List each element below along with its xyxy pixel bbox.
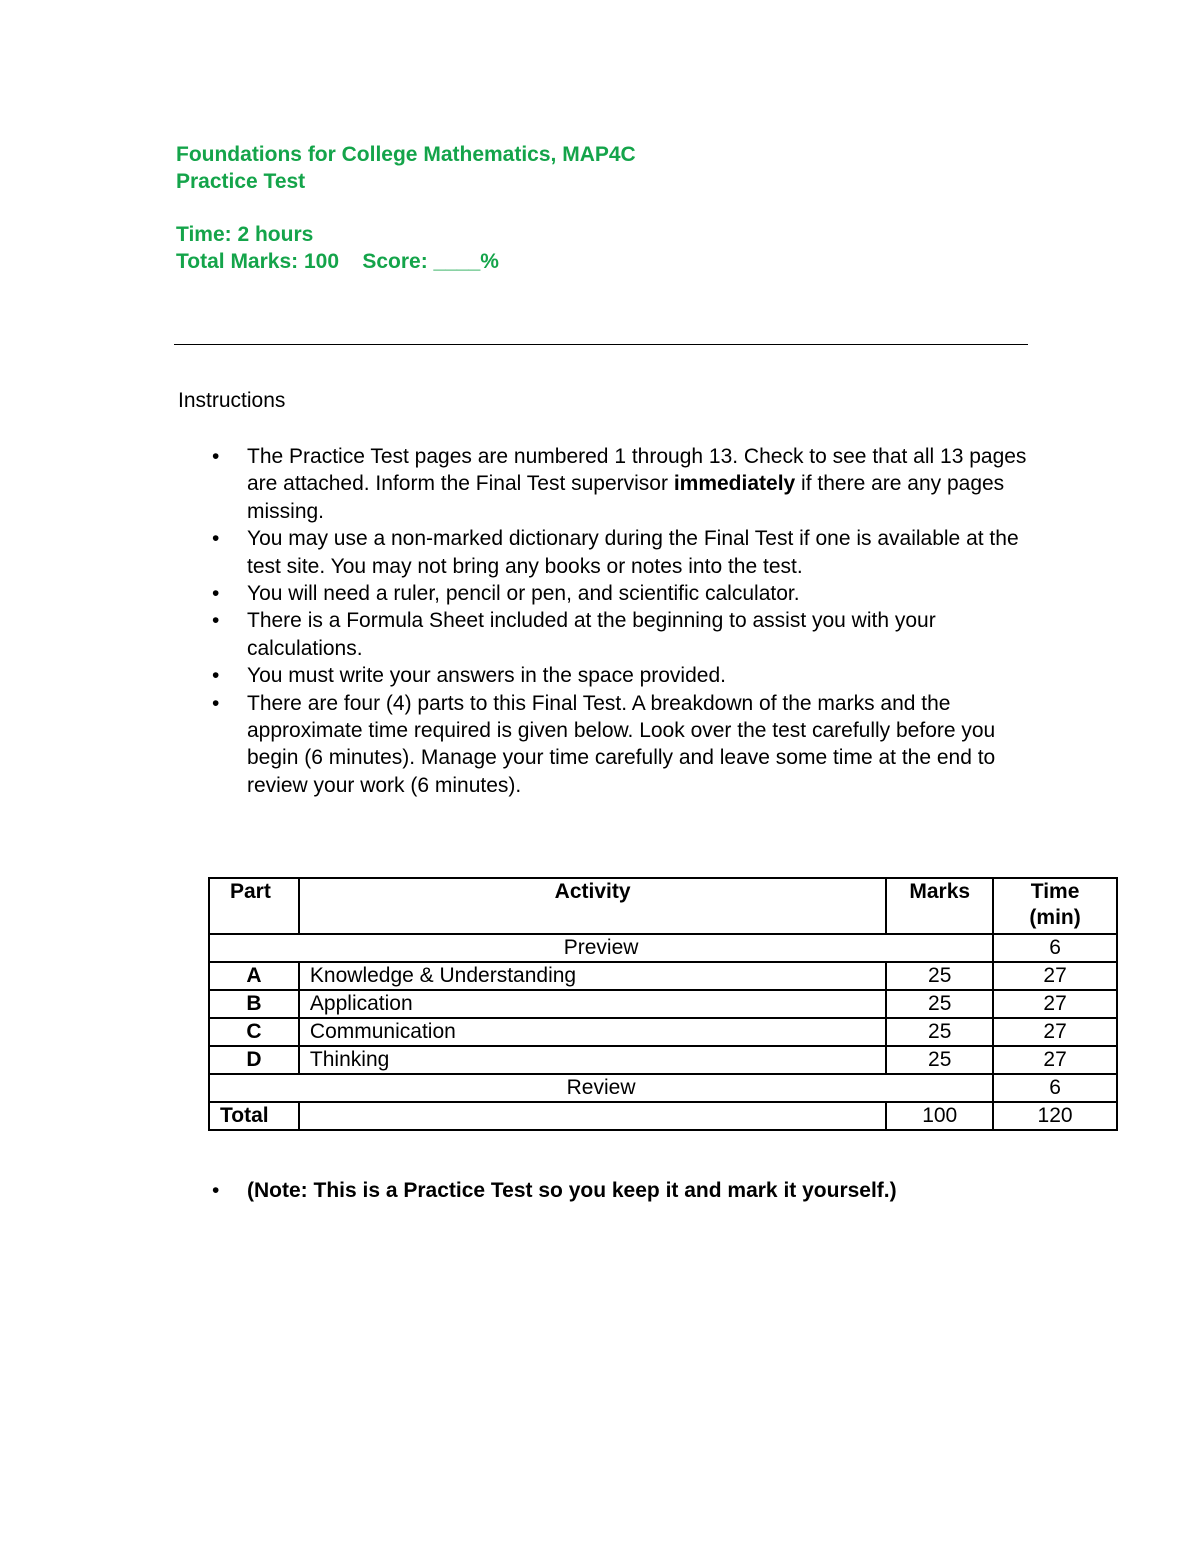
time-limit: Time: 2 hours xyxy=(176,223,314,246)
test-name: Practice Test xyxy=(176,170,306,193)
header-activity: Activity xyxy=(299,878,886,934)
total-time-cell: 120 xyxy=(993,1102,1117,1130)
list-item: • There is a Formula Sheet included at the beginning to assist you with your calculations. xyxy=(212,609,936,660)
bullet-icon: • xyxy=(212,609,220,633)
table-row: B Application 25 27 xyxy=(209,990,1117,1018)
header-part: Part xyxy=(209,878,299,934)
list-item: • The Practice Test pages are numbered 1 through 13. Check to see that all 13 pages are attached. Inform the Final Test supervisor immediately if there are any pages missing. xyxy=(212,445,1027,523)
score-field: Score: ____% xyxy=(362,250,499,273)
table-row: A Knowledge & Understanding 25 27 xyxy=(209,962,1117,990)
total-marks: Total Marks: 100 xyxy=(176,250,340,273)
preview-time: 6 xyxy=(993,934,1117,962)
review-time: 6 xyxy=(993,1074,1117,1102)
marks-breakdown-table xyxy=(208,877,1118,1131)
practice-note xyxy=(210,1177,1147,1204)
review-row xyxy=(209,1074,1117,1102)
list-item: • There are four (4) parts to this Final Test. A breakdown of the marks and the approximate time required is given below. Look over the test carefully before you begin (6 minutes). Manage your time carefully and leave some time at the end to review your work (6 minutes). xyxy=(212,691,996,797)
header-time: Time (min) xyxy=(993,878,1117,934)
bullet-icon: • xyxy=(212,1179,220,1202)
instructions-list xyxy=(210,443,1040,799)
total-row xyxy=(209,1102,1117,1130)
marks-and-score xyxy=(176,248,636,275)
total-marks-cell: 100 xyxy=(886,1102,993,1130)
table-row: C Communication 25 27 xyxy=(209,1018,1117,1046)
bullet-icon: • xyxy=(212,527,220,551)
list-item: • You may use a non-marked dictionary during the Final Test if one is available at the test site. You may not bring any books or notes into the test. xyxy=(212,527,1019,578)
course-title: Foundations for College Mathematics, MAP4C xyxy=(176,143,636,166)
instructions-heading: Instructions xyxy=(178,389,286,412)
document-header xyxy=(176,141,636,275)
review-label: Review xyxy=(209,1074,993,1102)
total-label: Total xyxy=(209,1102,299,1130)
note-text: (Note: This is a Practice Test so you keep it and mark it yourself.) xyxy=(247,1179,897,1202)
bullet-icon: • xyxy=(212,582,220,606)
table-header-row xyxy=(209,878,1117,934)
preview-row xyxy=(209,934,1117,962)
table-row: D Thinking 25 27 xyxy=(209,1046,1117,1074)
horizontal-divider xyxy=(174,344,1028,345)
list-item: • You must write your answers in the space provided. xyxy=(210,662,1040,689)
bullet-icon: • xyxy=(212,445,220,468)
list-item: • You will need a ruler, pencil or pen, and scientific calculator. xyxy=(210,580,1040,607)
total-activity xyxy=(299,1102,886,1130)
bullet-icon: • xyxy=(212,691,220,715)
bullet-icon: • xyxy=(212,664,220,688)
preview-label: Preview xyxy=(209,934,993,962)
header-marks: Marks xyxy=(886,878,993,934)
